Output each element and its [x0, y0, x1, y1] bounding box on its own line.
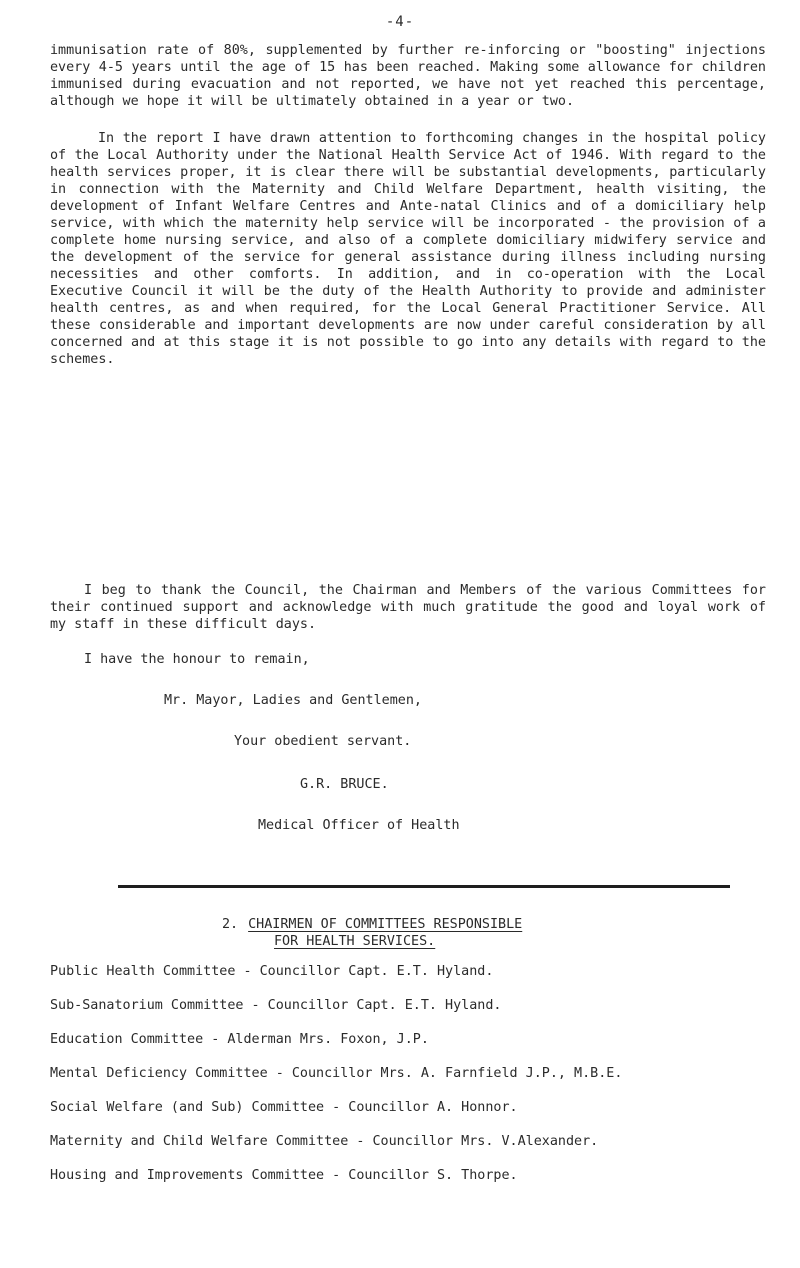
- committee-item: Public Health Committee - Councillor Capt. E.T. Hyland.: [50, 964, 494, 979]
- paragraph-thanks: I beg to thank the Council, the Chairman and Members of the various Committees for their continued support and acknowledge with much gratitude the good and loyal work of my staff in these difficult days.: [50, 583, 766, 632]
- page-number: -4-: [385, 14, 415, 30]
- committee-item: Social Welfare (and Sub) Committee - Councillor A. Honnor.: [50, 1100, 518, 1115]
- committee-item: Maternity and Child Welfare Committee - Councillor Mrs. V.Alexander.: [50, 1134, 599, 1149]
- signature-name: G.R. BRUCE.: [300, 777, 389, 792]
- paragraph-immunisation: immunisation rate of 80%, supplemented by further re-inforcing or "boosting" injections every 4-5 years until the age of 15 has been reached. Making some allowance for children immunised during evacuation and not reported, we have not yet reached this percentage, although we hope it will be ultimately obtained in a year or two.: [50, 43, 766, 109]
- section-heading-line2: FOR HEALTH SERVICES.: [274, 934, 436, 949]
- closing-line: I have the honour to remain,: [84, 652, 310, 667]
- section-heading-line1: CHAIRMEN OF COMMITTEES RESPONSIBLE: [248, 917, 523, 932]
- committee-list: [50, 955, 790, 1193]
- sign-off: Your obedient servant.: [234, 734, 412, 749]
- paragraph-health-services: In the report I have drawn attention to forthcoming changes in the hospital policy of the Local Authority under the National Health Service Act of 1946. With regard to the health services proper, it is clear there will be substantial developments, particularly in connection with the Maternity and Child Welfare Department, health visiting, the development of Infant Welfare Centres and Ante-natal Clinics and of a domiciliary help service, with which the maternity help service will be incorporated - the provision of a complete home nursing service, and also of a complete domiciliary midwifery service and the development of the service for general assistance during illness including nursing necessities and other comforts. In addition, and in co-operation with the Local Executive Council it will be the duty of the Health Authority to provide and administer health centres, as and when required, for the Local General Practitioner Service. All these considerable and important developments are now under careful consideration by all concerned and at this stage it is not possible to go into any details with regard to the schemes.: [50, 131, 766, 367]
- committee-item: Education Committee - Alderman Mrs. Foxon, J.P.: [50, 1032, 429, 1047]
- signature-title: Medical Officer of Health: [258, 818, 460, 833]
- committee-item: Mental Deficiency Committee - Councillor Mrs. A. Farnfield J.P., M.B.E.: [50, 1066, 623, 1081]
- section-divider: [118, 885, 730, 888]
- committee-item: Sub-Sanatorium Committee - Councillor Capt. E.T. Hyland.: [50, 998, 502, 1013]
- committee-item: Housing and Improvements Committee - Councillor S. Thorpe.: [50, 1168, 518, 1183]
- section-number: 2.: [222, 917, 239, 932]
- salutation: Mr. Mayor, Ladies and Gentlemen,: [164, 693, 422, 708]
- section-heading: [222, 916, 522, 950]
